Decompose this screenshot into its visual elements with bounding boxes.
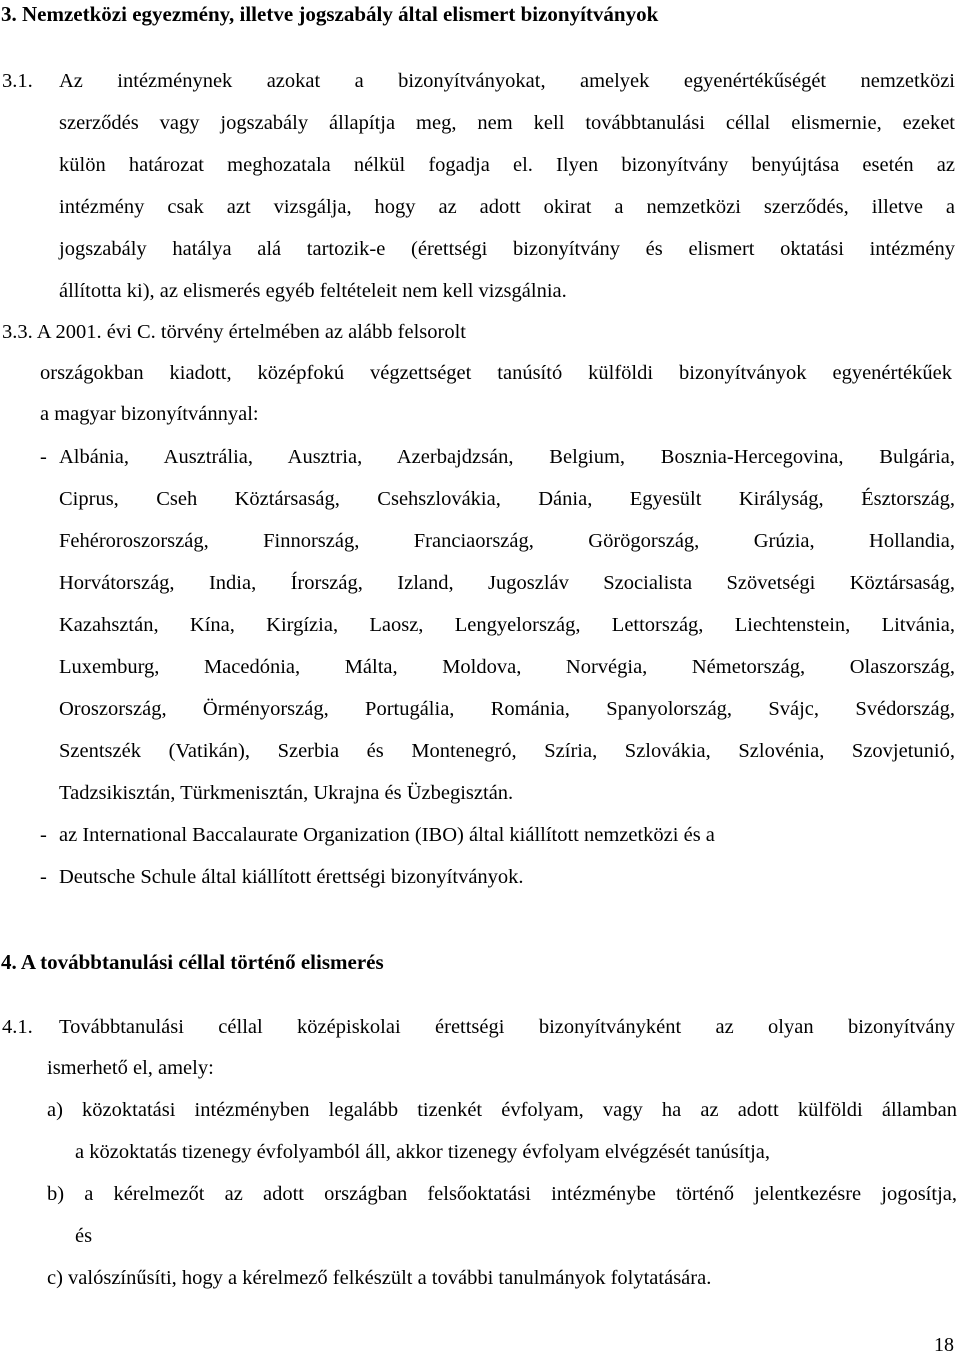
- country-list-line: Fehéroroszország, Finnország, Franciaország, Görögország, Grúzia, Hollandia,: [59, 530, 955, 552]
- list-item-ibo: az International Baccalaurate Organization (IBO) által kiállított nemzetközi és a: [59, 824, 715, 846]
- paragraph-3-3-line: a magyar bizonyítvánnyal:: [40, 403, 259, 425]
- country-list-line: Ciprus, Cseh Köztársaság, Csehszlovákia, Dánia, Egyesült Királyság, Észtország,: [59, 488, 955, 510]
- item-b-line: és: [75, 1225, 93, 1247]
- country-list-line: Albánia, Ausztrália, Ausztria, Azerbajdzsán, Belgium, Bosznia-Hercegovina, Bulgária,: [59, 446, 955, 468]
- country-list-line: Szentszék (Vatikán), Szerbia és Montenegró, Szíria, Szlovákia, Szlovénia, Szovjetunió,: [59, 740, 955, 762]
- paragraph-3-1-line: állította ki), az elismerés egyéb feltételeit nem kell vizsgálnia.: [59, 280, 567, 302]
- list-item-deutsche-schule: Deutsche Schule által kiállított érettségi bizonyítványok.: [59, 866, 524, 888]
- paragraph-3-3-line: 3.3. A 2001. évi C. törvény értelmében az alább felsorolt: [2, 321, 466, 343]
- page-number: 18: [934, 1334, 954, 1356]
- country-list-line: Oroszország, Örményország, Portugália, Románia, Spanyolország, Svájc, Svédország,: [59, 698, 955, 720]
- paragraph-3-1-line: Az intézménynek azokat a bizonyítványokat, amelyek egyenértékűségét nemzetközi: [59, 70, 955, 92]
- country-list-line: Kazahsztán, Kína, Kirgízia, Laosz, Lengyelország, Lettország, Liechtenstein, Litvánia,: [59, 614, 955, 636]
- paragraph-3-1-line: külön határozat meghozatala nélkül fogadja el. Ilyen bizonyítvány benyújtása esetén az: [59, 154, 955, 176]
- paragraph-3-1-line: szerződés vagy jogszabály állapítja meg, nem kell továbbtanulási céllal elismernie, ezeket: [59, 112, 955, 134]
- list-dash: -: [40, 824, 47, 846]
- country-list-line: Tadzsikisztán, Türkmenisztán, Ukrajna és Üzbegisztán.: [59, 782, 514, 804]
- item-a-line: a közoktatás tizenegy évfolyamból áll, akkor tizenegy évfolyam elvégzését tanúsítja,: [75, 1141, 771, 1163]
- paragraph-4-1-line: ismerhető el, amely:: [47, 1057, 214, 1079]
- section-4-heading: 4. A továbbtanulási céllal történő elismerés: [1, 950, 384, 974]
- paragraph-3-3-line: országokban kiadott, középfokú végzettséget tanúsító külföldi bizonyítványok egyenértékűek: [40, 362, 952, 384]
- paragraph-4-1-line: Továbbtanulási céllal középiskolai érettségi bizonyítványként az olyan bizonyítvány: [59, 1016, 955, 1038]
- section-3-heading: 3. Nemzetközi egyezmény, illetve jogszabály által elismert bizonyítványok: [1, 2, 659, 26]
- country-list-line: Luxemburg, Macedónia, Málta, Moldova, Norvégia, Németország, Olaszország,: [59, 656, 955, 678]
- paragraph-4-1-number: 4.1.: [2, 1016, 33, 1038]
- paragraph-3-1-line: intézmény csak azt vizsgálja, hogy az adott okirat a nemzetközi szerződés, illetve a: [59, 196, 955, 218]
- list-dash: -: [40, 446, 47, 468]
- item-b-line: b) a kérelmezőt az adott országban felsőoktatási intézménybe történő jelentkezésre jogosítja,: [47, 1183, 957, 1205]
- paragraph-3-1-number: 3.1.: [2, 70, 33, 92]
- item-a-line: a) közoktatási intézményben legalább tizenkét évfolyam, vagy ha az adott külföldi államban: [47, 1099, 957, 1121]
- list-dash: -: [40, 866, 47, 888]
- item-c-line: c) valószínűsíti, hogy a kérelmező felkészült a további tanulmányok folytatására.: [47, 1267, 712, 1289]
- paragraph-3-1-line: jogszabály hatálya alá tartozik-e (érettségi bizonyítvány és elismert oktatási intézmény: [59, 238, 955, 260]
- country-list-line: Horvátország, India, Írország, Izland, Jugoszláv Szocialista Szövetségi Köztársaság,: [59, 572, 955, 594]
